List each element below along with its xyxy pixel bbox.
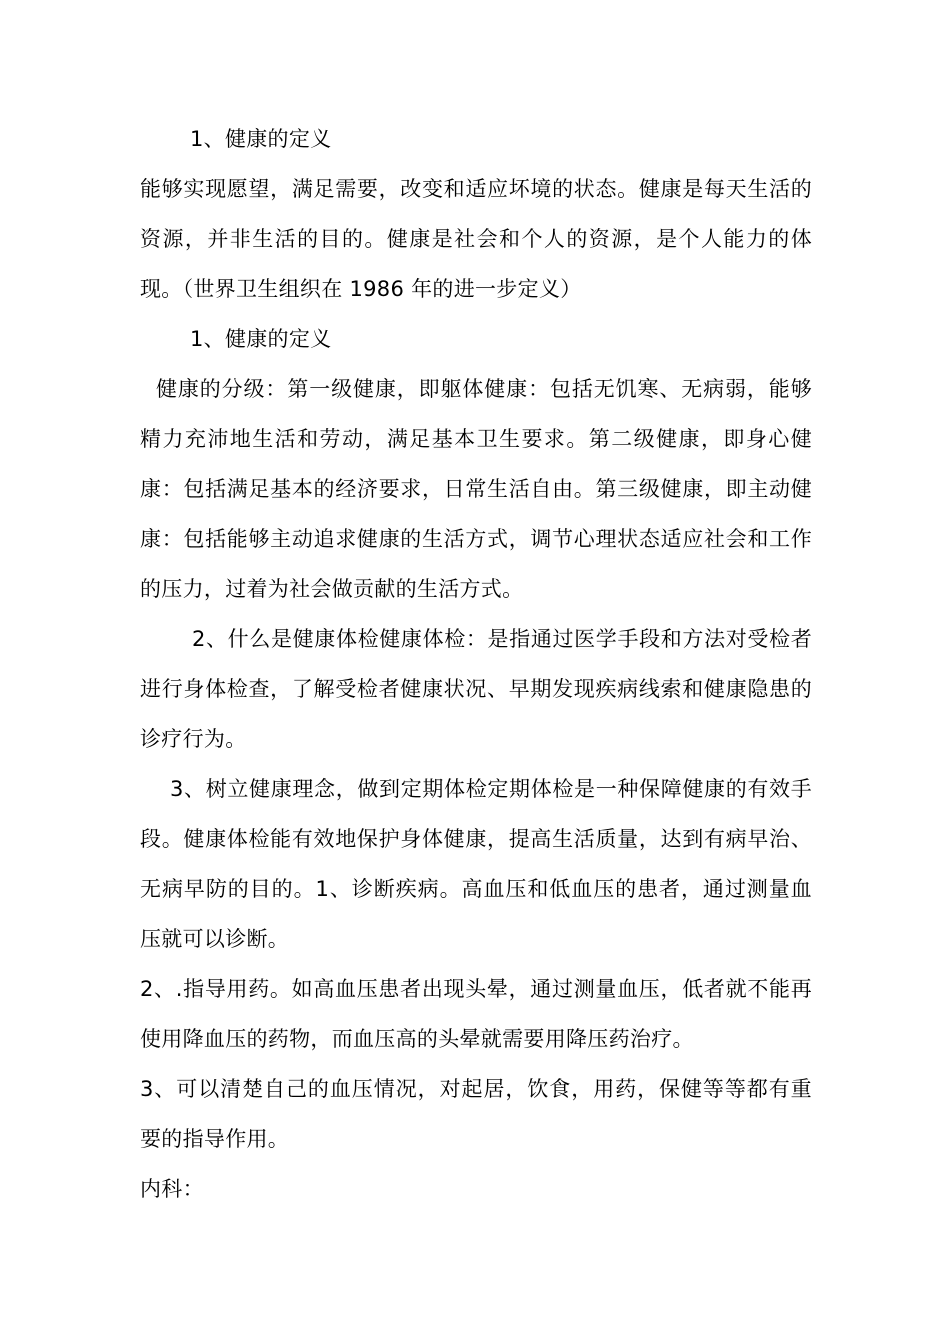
paragraph-health-levels: 健康的分级：第一级健康，即躯体健康：包括无饥寒、无病弱，能够精力充沛地生活和劳动，满足基本卫生要求。第二级健康，即身心健康：包括满足基本的经济要求，日常生活自由。第三级健康，即主动健康：包括能够主动追求健康的生活方式，调节心理状态适应社会和工作的压力，过着为社会做贡献的生活方式。 bbox=[140, 377, 812, 601]
paragraph-regular-checkup: 3、树立健康理念，做到定期体检定期体检是一种保障健康的有效手段。健康体检能有效地保护身体健康，提高生活质量，达到有病早治、无病早防的目的。1、诊断疾病。高血压和低血压的患者，通过测量血压就可以诊断。 bbox=[140, 777, 812, 951]
heading-health-definition-repeat: 1、健康的定义 bbox=[190, 327, 332, 351]
paragraph-definition: 能够实现愿望，满足需要，改变和适应坏境的状态。健康是每天生活的资源，并非生活的目的。健康是社会和个人的资源，是个人能力的体现。（世界卫生组织在 1986 年的进一步定义） bbox=[140, 177, 812, 301]
paragraph-guide-medication: 2、.指导用药。如高血压患者出现头晕，通过测量血压，低者就不能再使用降血压的药物，而血压高的头晕就需要用降压药治疗。 bbox=[140, 977, 812, 1051]
paragraph-internal-medicine: 内科： bbox=[140, 1177, 204, 1201]
heading-health-definition: 1、健康的定义 bbox=[190, 127, 332, 151]
document-body bbox=[140, 114, 812, 1214]
paragraph-blood-pressure: 3、可以清楚自己的血压情况，对起居，饮食，用药，保健等等都有重要的指导作用。 bbox=[140, 1077, 812, 1151]
paragraph-health-checkup: 2、什么是健康体检健康体检：是指通过医学手段和方法对受检者进行身体检查，了解受检者健康状况、早期发现疾病线索和健康隐患的诊疗行为。 bbox=[140, 627, 812, 751]
